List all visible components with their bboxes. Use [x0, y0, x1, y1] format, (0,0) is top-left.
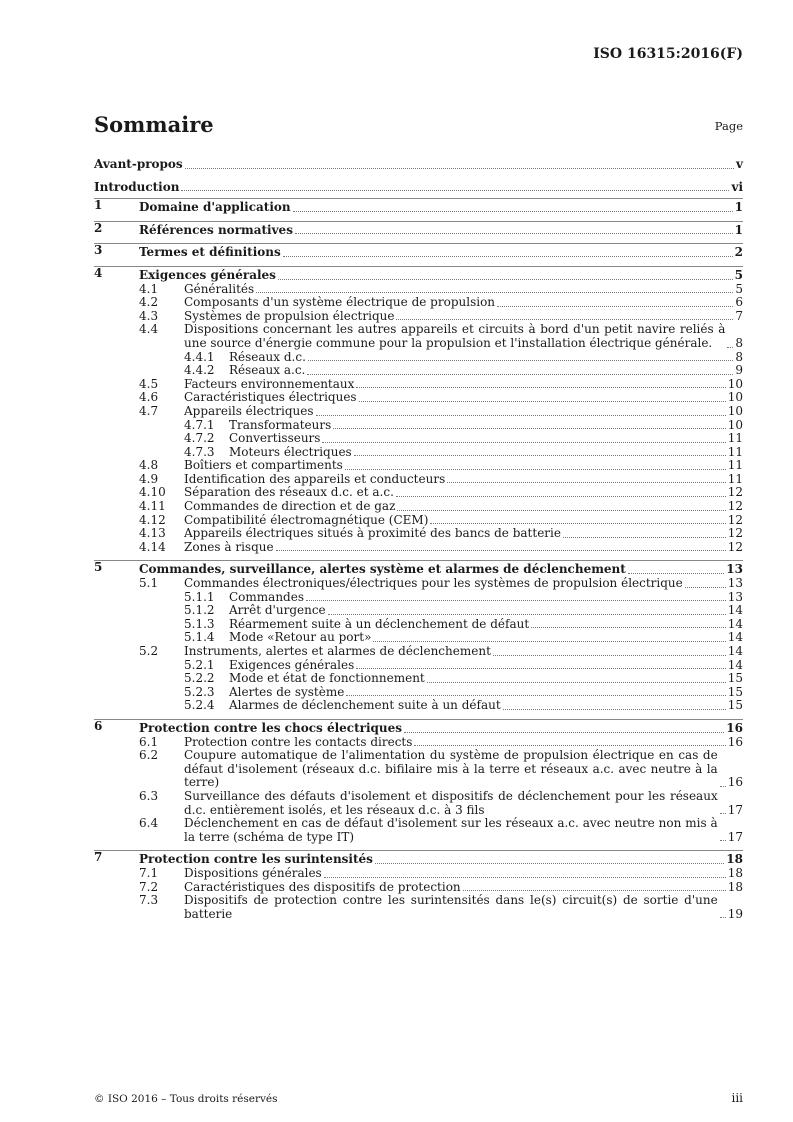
- toc-entry[interactable]: [94, 719, 743, 736]
- toc-entry-number: 4.11: [139, 499, 166, 514]
- toc-entry[interactable]: [94, 894, 743, 921]
- toc-entry-number: 5.1.3: [184, 616, 215, 631]
- toc-entry-number: 6.2: [139, 748, 159, 763]
- toc-entry[interactable]: [94, 266, 743, 283]
- toc-entry-number: 4.5: [139, 376, 159, 391]
- dot-leader: [563, 537, 726, 538]
- toc-entry[interactable]: [94, 473, 743, 487]
- dot-leader: [720, 786, 726, 787]
- toc-entry-page: 12: [727, 512, 743, 527]
- toc-entry-page: 11: [727, 431, 743, 446]
- toc-entry-number: 4.12: [139, 512, 166, 527]
- toc-entry[interactable]: [94, 686, 743, 700]
- toc-entry-page: 7: [735, 308, 743, 323]
- toc-entry-page: 2: [734, 245, 743, 260]
- dot-leader: [430, 523, 725, 524]
- toc-entry[interactable]: [94, 749, 743, 790]
- toc-entry-page: 17: [727, 802, 743, 817]
- toc-entry-number: 4.4.1: [184, 349, 215, 364]
- toc-entry-number: 4.2: [139, 295, 159, 310]
- toc-entry-title: Caractéristiques électriques: [184, 390, 357, 405]
- dot-leader: [531, 627, 726, 628]
- toc-entry[interactable]: [94, 486, 743, 500]
- dot-leader: [397, 510, 725, 511]
- toc-entry-title: Réseaux d.c.: [229, 349, 306, 364]
- toc-entry-page: 8: [735, 349, 743, 364]
- dot-leader: [720, 917, 726, 918]
- toc-entry-number: 5.1.2: [184, 603, 215, 618]
- dot-leader: [497, 306, 733, 307]
- toc-entry[interactable]: [94, 790, 743, 817]
- dot-leader: [278, 279, 733, 280]
- toc-entry-title: Protection contre les contacts directs: [184, 734, 413, 749]
- toc-entry-number: 5.2.3: [184, 684, 215, 699]
- toc-entry-title: Séparation des réseaux d.c. et a.c.: [184, 485, 394, 500]
- dot-leader: [306, 600, 726, 601]
- toc-entry-title: Exigences générales: [229, 657, 355, 672]
- toc-entry-number: 5.1.1: [184, 589, 215, 604]
- toc-entry[interactable]: [94, 659, 743, 673]
- toc-entry[interactable]: [94, 699, 743, 713]
- toc-entry[interactable]: [94, 500, 743, 514]
- toc-entry-number: 4.8: [139, 458, 159, 473]
- dot-leader: [628, 573, 724, 574]
- toc-entry[interactable]: [94, 867, 743, 881]
- dot-leader: [333, 428, 725, 429]
- document-id-header: ISO 16315:2016(F): [593, 46, 743, 62]
- toc-entry-title: Dispositions concernant les autres appareils et circuits à bord d'un petit navire reliés à une source d'énergie commune pour la propulsion et l'installation électrique générale.: [184, 322, 726, 350]
- toc-entry-number: 6: [94, 718, 103, 733]
- toc-entry[interactable]: [94, 560, 743, 577]
- toc-entry-page: 10: [727, 390, 743, 405]
- toc-entry-number: 4.6: [139, 390, 159, 405]
- toc-entry[interactable]: [94, 631, 743, 645]
- toc-entry-title: Commandes électroniques/électriques pour les systèmes de propulsion électrique: [184, 576, 683, 591]
- toc-entry-title: Mode et état de fonctionnement: [229, 671, 425, 686]
- toc-entry-page: 15: [727, 671, 743, 686]
- toc-entry-page: 18: [726, 852, 743, 867]
- dot-leader: [356, 387, 725, 388]
- toc-entry-page: 16: [727, 775, 743, 790]
- toc-entry-number: 4.1: [139, 281, 159, 296]
- toc-entry-title: Termes et définitions: [139, 245, 281, 260]
- toc-entry-title: Dispositifs de protection contre les surintensités dans le(s) circuit(s) de sortie d'une batterie: [184, 893, 718, 921]
- toc-entry[interactable]: [94, 881, 743, 895]
- toc-entry-number: 6.1: [139, 734, 159, 749]
- toc-entry-title: Instruments, alertes et alarmes de déclenchement: [184, 644, 491, 658]
- dot-leader: [316, 415, 726, 416]
- toc-entry[interactable]: [94, 310, 743, 324]
- toc-entry-title: Appareils électriques situés à proximité des bancs de batterie: [184, 526, 561, 541]
- toc-entry[interactable]: [94, 419, 743, 433]
- toc-entry-title: Boîtiers et compartiments: [184, 458, 343, 473]
- toc-entry-page: v: [736, 157, 743, 171]
- dot-leader: [283, 256, 733, 257]
- toc-entry-page: 14: [727, 644, 743, 658]
- dot-leader: [493, 655, 726, 656]
- toc-entry-title: Domaine d'application: [139, 200, 291, 215]
- toc-entry-title: Mode «Retour au port»: [229, 630, 372, 645]
- dot-leader: [356, 668, 725, 669]
- toc-entry-title: Références normatives: [139, 222, 293, 237]
- dot-leader: [307, 374, 733, 375]
- toc-entry[interactable]: [94, 514, 743, 528]
- toc-entry-page: 1: [734, 200, 743, 215]
- toc-entry-page: 18: [727, 865, 743, 880]
- toc-entry-title: Réseaux a.c.: [229, 363, 306, 378]
- toc-entry[interactable]: [94, 221, 743, 238]
- toc-entry[interactable]: [94, 323, 743, 350]
- dot-leader: [414, 745, 725, 746]
- toc-entry-number: 5: [94, 560, 103, 575]
- toc-entry-page: 5: [734, 267, 743, 282]
- dot-leader: [373, 641, 725, 642]
- dot-leader: [427, 682, 726, 683]
- toc-entry-number: 5.2.1: [184, 657, 215, 672]
- toc-entry[interactable]: [94, 446, 743, 460]
- toc-entry[interactable]: [94, 541, 743, 555]
- dot-leader: [354, 455, 726, 456]
- toc-entry-page: 15: [727, 684, 743, 699]
- toc-entry-page: 13: [726, 562, 743, 577]
- toc-entry-number: 5.2.4: [184, 698, 215, 713]
- toc-entry-page: 11: [727, 458, 743, 473]
- dot-leader: [685, 587, 726, 588]
- toc-entry-number: 4.4.2: [184, 363, 215, 378]
- toc-entry-title: Commandes: [229, 589, 304, 604]
- toc-entry-title: Réarmement suite à un déclenchement de défaut: [229, 616, 530, 631]
- toc-entry-title: Commandes, surveillance, alertes système et alarmes de déclenchement: [139, 562, 626, 577]
- toc-entry-page: 10: [727, 403, 743, 418]
- dot-leader: [375, 863, 724, 864]
- toc-entry-page: 11: [727, 444, 743, 459]
- toc-entry-number: 4.9: [139, 471, 159, 486]
- toc-entry[interactable]: [94, 645, 743, 659]
- toc-entry[interactable]: [94, 432, 743, 446]
- dot-leader: [503, 709, 726, 710]
- dot-leader: [308, 360, 733, 361]
- toc-entry-title: Surveillance des défauts d'isolement et dispositifs de déclenchement pour les réseaux d.c. entièrement isolés, et les réseaux d.c. à 3 fils: [184, 788, 718, 817]
- toc-entry-page: 6: [735, 295, 743, 310]
- toc-entry[interactable]: [94, 364, 743, 378]
- toc-entry-title: Composants d'un système électrique de propulsion: [184, 295, 496, 310]
- toc-entry-page: 12: [727, 499, 743, 514]
- toc-entry-title: Caractéristiques des dispositifs de protection: [184, 879, 461, 894]
- toc-entry[interactable]: [94, 296, 743, 310]
- toc-entry-title: Systèmes de propulsion électrique: [184, 308, 395, 323]
- toc-entry-title: Convertisseurs: [229, 431, 321, 446]
- toc-entry[interactable]: [94, 850, 743, 867]
- toc-entry[interactable]: [94, 591, 743, 605]
- toc-entry-page: 13: [727, 589, 743, 604]
- toc-entry-title: Coupure automatique de l'alimentation du système de propulsion électrique en cas de défaut d'isolement (réseaux d.c. bifilaire mis à la terre et réseaux a.c. avec neutre à la terre): [184, 748, 718, 790]
- toc-entry-number: 1: [94, 198, 103, 213]
- toc-entry[interactable]: [94, 604, 743, 618]
- toc-entry-page: 14: [727, 616, 743, 631]
- toc-entry-page: 1: [734, 222, 743, 237]
- toc-entry-title: Déclenchement en cas de défaut d'isolement sur les réseaux a.c. avec neutre non mis à la terre (schéma de type IT): [184, 816, 718, 844]
- toc-entry-page: 13: [727, 576, 743, 591]
- dot-leader: [396, 319, 733, 320]
- toc-entry-page: 14: [727, 657, 743, 672]
- dot-leader: [359, 401, 726, 402]
- toc-entry-page: 5: [735, 281, 743, 296]
- toc-entry-number: 5.2.2: [184, 671, 215, 686]
- toc-entry-number: 6.4: [139, 816, 159, 831]
- dot-leader: [396, 496, 726, 497]
- dot-leader: [328, 614, 726, 615]
- toc-entry-page: 10: [727, 376, 743, 391]
- toc-entry-number: 7: [94, 850, 103, 865]
- toc-entry-title: Protection contre les chocs électriques: [139, 720, 403, 735]
- dot-leader: [346, 695, 725, 696]
- dot-leader: [256, 292, 733, 293]
- toc-entry-number: 4.4: [139, 322, 159, 337]
- toc-entry-number: 4: [94, 265, 103, 280]
- toc-entry[interactable]: [94, 351, 743, 365]
- toc-entry-number: 4.7.2: [184, 431, 215, 446]
- toc-entry[interactable]: [94, 243, 743, 260]
- toc-entry-page: 16: [726, 720, 743, 735]
- toc-entry-page: 11: [727, 471, 743, 486]
- toc-entry-number: 2: [94, 220, 103, 235]
- toc-entry[interactable]: [94, 459, 743, 473]
- toc-entry-number: 4.13: [139, 526, 166, 541]
- toc-entry-title: Facteurs environnementaux: [184, 376, 355, 391]
- toc-entry[interactable]: [94, 378, 743, 392]
- dot-leader: [322, 442, 725, 443]
- toc-entry-number: 4.7: [139, 403, 159, 418]
- toc-entry-page: vi: [731, 179, 743, 194]
- dot-leader: [727, 347, 733, 348]
- toc-entry-title: Moteurs électriques: [229, 444, 352, 459]
- toc-heading: Sommaire: [94, 112, 214, 137]
- toc-entry-number: 4.7.1: [184, 417, 215, 432]
- toc-entry-number: 6.3: [139, 788, 159, 803]
- toc-entry-number: 5.2: [139, 644, 159, 658]
- toc-entry-page: 9: [735, 363, 743, 378]
- toc-entry-number: 4.3: [139, 308, 159, 323]
- toc-entry-title: Dispositions générales: [184, 865, 322, 880]
- toc-entry[interactable]: [94, 283, 743, 297]
- toc-entry-number: 4.10: [139, 485, 166, 500]
- toc-entry-page: 17: [727, 829, 743, 844]
- toc-entry-number: 4.14: [139, 539, 166, 554]
- toc-entry-title: Avant-propos: [94, 157, 183, 171]
- toc-entry-page: 18: [727, 879, 743, 894]
- dot-leader: [463, 890, 726, 891]
- toc-entry[interactable]: [94, 672, 743, 686]
- toc-entry-title: Alarmes de déclenchement suite à un défaut: [229, 698, 501, 713]
- dot-leader: [720, 813, 726, 814]
- dot-leader: [404, 732, 724, 733]
- toc-entry-number: 5.1.4: [184, 630, 215, 645]
- toc-entry-title: Appareils électriques: [184, 403, 314, 418]
- dot-leader: [293, 211, 733, 212]
- toc-entry-title: Transformateurs: [229, 417, 332, 432]
- toc-entry[interactable]: [94, 618, 743, 632]
- dot-leader: [447, 482, 725, 483]
- dot-leader: [324, 877, 726, 878]
- toc-entry[interactable]: [94, 736, 743, 750]
- toc-entry-title: Identification des appareils et conducteurs: [184, 471, 446, 486]
- toc-entry-number: 3: [94, 243, 103, 258]
- toc-entry-page: 8: [735, 335, 743, 350]
- toc-entry-number: 7.3: [139, 893, 159, 908]
- toc-entry-page: 10: [727, 417, 743, 432]
- toc-entry-page: 16: [727, 734, 743, 749]
- toc-entry[interactable]: [94, 817, 743, 844]
- toc-entry-page: 12: [727, 485, 743, 500]
- footer-page-number: iii: [731, 1091, 743, 1105]
- dot-leader: [720, 840, 726, 841]
- toc-entry[interactable]: [94, 527, 743, 541]
- toc-entry-page: 14: [727, 630, 743, 645]
- toc-entry-title: Protection contre les surintensités: [139, 852, 373, 867]
- dot-leader: [276, 550, 726, 551]
- toc-entry[interactable]: [94, 158, 743, 172]
- toc-entry[interactable]: [94, 391, 743, 405]
- dot-leader: [181, 190, 729, 191]
- toc-entry[interactable]: [94, 198, 743, 215]
- toc-entry[interactable]: [94, 405, 743, 419]
- toc-entry-title: Commandes de direction et de gaz: [184, 499, 396, 514]
- toc-entry-title: Exigences générales: [139, 267, 276, 282]
- page-column-label: Page: [714, 119, 743, 133]
- dot-leader: [185, 168, 734, 169]
- toc-entry-title: Compatibilité électromagnétique (CEM): [184, 512, 429, 527]
- dot-leader: [345, 469, 726, 470]
- toc-entry[interactable]: [94, 577, 743, 591]
- toc-entry-number: 4.7.3: [184, 444, 215, 459]
- toc-entry-title: Arrêt d'urgence: [229, 603, 326, 618]
- toc-entry-page: 14: [727, 603, 743, 618]
- footer-copyright: © ISO 2016 – Tous droits réservés: [94, 1093, 278, 1105]
- table-of-contents: [94, 158, 743, 921]
- toc-entry-title: Généralités: [184, 281, 255, 296]
- toc-entry-page: 19: [727, 906, 743, 921]
- dot-leader: [295, 233, 733, 234]
- toc-entry-page: 12: [727, 539, 743, 554]
- toc-entry-number: 5.1: [139, 576, 159, 591]
- toc-entry-title: Zones à risque: [184, 539, 274, 554]
- toc-entry-title: Alertes de système: [229, 684, 345, 699]
- toc-entry[interactable]: [94, 181, 743, 195]
- toc-entry-page: 15: [727, 698, 743, 713]
- toc-entry-number: 7.2: [139, 879, 159, 894]
- toc-entry-number: 7.1: [139, 865, 159, 880]
- toc-entry-title: Introduction: [94, 179, 180, 194]
- toc-entry-page: 12: [727, 526, 743, 541]
